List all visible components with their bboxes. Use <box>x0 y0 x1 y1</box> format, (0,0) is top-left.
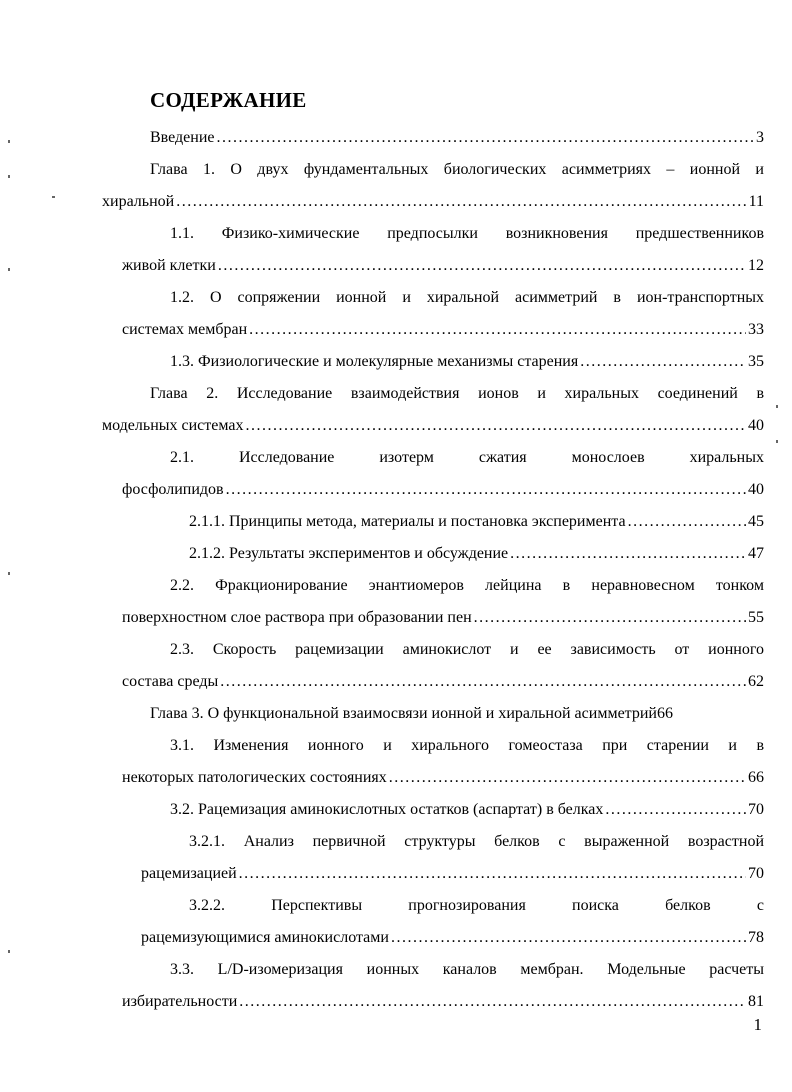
toc-entry-s1-2-line1[interactable]: 1.2. О сопряжении ионной и хиральной асимметрий в ион-транспортных <box>170 289 764 306</box>
scan-speck <box>8 175 10 178</box>
scan-speck <box>52 196 55 198</box>
toc-entry-s3-2[interactable] <box>170 794 764 826</box>
toc-entry-s2-2-line2[interactable] <box>122 602 764 634</box>
toc-entry-page: 33 <box>748 321 764 338</box>
toc-entry-s1-2-line2[interactable] <box>122 314 764 346</box>
toc-entry-page: 11 <box>748 193 764 210</box>
dot-leader <box>239 858 746 890</box>
toc-entry-s3-1-line2[interactable] <box>122 762 764 794</box>
dot-leader <box>389 762 746 794</box>
dot-leader <box>580 346 746 378</box>
scan-speck <box>776 405 778 408</box>
toc-entry-page: 62 <box>748 673 764 690</box>
toc-entry-text: рацемизующимися аминокислотами <box>141 929 389 946</box>
toc-entry-s2-1-2[interactable] <box>189 538 764 570</box>
toc-entry-text: 2.1.2. Результаты экспериментов и обсуждение <box>189 545 509 562</box>
toc-entry-s3-3-line2[interactable] <box>122 986 764 1018</box>
dot-leader <box>391 922 746 954</box>
toc-entry-page: 55 <box>748 609 764 626</box>
toc-entry-page: 35 <box>748 353 764 370</box>
scan-speck <box>8 268 10 271</box>
toc-entry-page: 78 <box>748 929 764 946</box>
dot-leader <box>245 410 746 442</box>
toc-entry-s1-1-line1[interactable]: 1.1. Физико-химические предпосылки возникновения предшественников <box>170 225 764 242</box>
toc-entry-s3-2-1-line2[interactable] <box>141 858 764 890</box>
toc-entry-s2-1-1[interactable] <box>189 506 764 538</box>
toc-entry-ch1-line2[interactable] <box>102 186 764 218</box>
toc-entry-text: фосфолипидов <box>122 481 224 498</box>
toc-entry-text: Введение <box>150 129 215 146</box>
dot-leader <box>239 986 746 1018</box>
toc-entry-page: 70 <box>748 865 764 882</box>
toc-entry-text: модельных системах <box>102 417 244 434</box>
toc-entry-page: 47 <box>748 545 764 562</box>
toc-entry-s2-1-line2[interactable] <box>122 474 764 506</box>
scan-speck <box>8 572 10 575</box>
toc-entry-ch3[interactable]: Глава 3. О функциональной взаимосвязи ионной и хиральной асимметрий66 <box>150 705 673 722</box>
toc-entry-s3-1-line1[interactable]: 3.1. Изменения ионного и хирального гомеостаза при старении и в <box>170 737 764 754</box>
toc-entry-intro[interactable] <box>150 122 764 154</box>
toc-entry-s2-3-line2[interactable] <box>122 666 764 698</box>
toc-entry-text: системах мембран <box>122 321 248 338</box>
scan-speck <box>8 950 10 953</box>
toc-entry-page: 40 <box>748 417 764 434</box>
toc-entry-text: 1.3. Физиологические и молекулярные механизмы старения <box>170 353 579 370</box>
toc-entry-s3-2-1-line1[interactable]: 3.2.1. Анализ первичной структуры белков с выраженной возрастной <box>189 833 764 850</box>
toc-entry-text: состава среды <box>122 673 219 690</box>
toc-entry-text: 2.1.1. Принципы метода, материалы и постановка эксперимента <box>189 513 626 530</box>
toc-entry-text: избирательности <box>122 993 238 1010</box>
dot-leader <box>605 794 746 826</box>
dot-leader <box>220 666 746 698</box>
toc-entry-ch1-line1[interactable]: Глава 1. О двух фундаментальных биологических асимметриях – ионной и <box>150 161 764 178</box>
toc-entry-page: 81 <box>748 993 764 1010</box>
dot-leader <box>474 602 746 634</box>
toc-entry-s1-3[interactable] <box>170 346 764 378</box>
toc-entry-ch2-line1[interactable]: Глава 2. Исследование взаимодействия ионов и хиральных соединений в <box>150 385 764 402</box>
toc-entry-s2-1-line1[interactable]: 2.1. Исследование изотерм сжатия монослоев хиральных <box>170 449 764 466</box>
toc-entry-text: хиральной <box>102 193 175 210</box>
toc-entry-page: 40 <box>748 481 764 498</box>
toc-entry-s2-3-line1[interactable]: 2.3. Скорость рацемизации аминокислот и ее зависимость от ионного <box>170 641 764 658</box>
scan-speck <box>776 440 778 443</box>
toc-entry-ch2-line2[interactable] <box>102 410 764 442</box>
scan-speck <box>8 140 10 143</box>
toc-entry-page: 70 <box>748 801 764 818</box>
dot-leader <box>226 474 746 506</box>
toc-entry-text: некоторых патологических состояниях <box>122 769 387 786</box>
toc-entry-s3-2-2-line2[interactable] <box>141 922 764 954</box>
toc-entry-page: 66 <box>748 769 764 786</box>
dot-leader <box>510 538 746 570</box>
toc-entry-text: поверхностном слое раствора при образовании пен <box>122 609 472 626</box>
page-title: СОДЕРЖАНИЕ <box>150 88 307 112</box>
toc-entry-page: 3 <box>756 129 764 146</box>
toc-entry-s1-1-line2[interactable] <box>122 250 764 282</box>
toc-entry-s2-2-line1[interactable]: 2.2. Фракционирование энантиомеров лейцина в неравновесном тонком <box>170 577 764 594</box>
page-number: 1 <box>753 1015 762 1034</box>
toc-entry-text: 3.2. Рацемизация аминокислотных остатков (аспартат) в белках <box>170 801 604 818</box>
dot-leader <box>249 314 746 346</box>
dot-leader <box>217 122 755 154</box>
toc-entry-text: живой клетки <box>122 257 216 274</box>
dot-leader <box>218 250 746 282</box>
dot-leader <box>176 186 746 218</box>
toc-entry-page: 45 <box>748 513 764 530</box>
toc-entry-s3-3-line1[interactable]: 3.3. L/D-изомеризация ионных каналов мембран. Модельные расчеты <box>170 961 764 978</box>
toc-entry-text: рацемизацией <box>141 865 237 882</box>
toc-entry-s3-2-2-line1[interactable]: 3.2.2. Перспективы прогнозирования поиска белков с <box>189 897 764 914</box>
toc-entry-page: 12 <box>748 257 764 274</box>
dot-leader <box>628 506 746 538</box>
